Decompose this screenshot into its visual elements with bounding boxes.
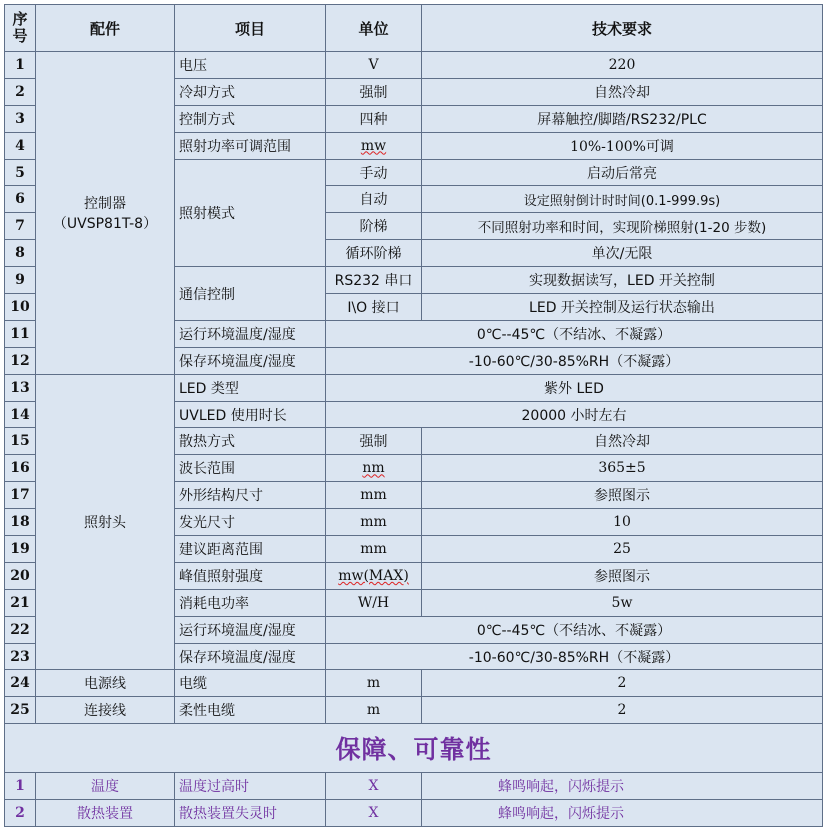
table-row [5, 697, 823, 724]
part-head: 照射头 [36, 374, 175, 670]
requirement-cell: 自然冷却 [422, 428, 823, 455]
row-number: 9 [5, 267, 36, 294]
item-cell: 建议距离范围 [175, 536, 326, 563]
row-number: 2 [5, 800, 36, 827]
unit-cell: 四种 [326, 105, 422, 132]
header-unit: 单位 [326, 5, 422, 52]
header-part: 配件 [36, 5, 175, 52]
requirement-cell: 2 [422, 697, 823, 724]
unit-cell: 循环阶梯 [326, 240, 422, 267]
header-requirement: 技术要求 [422, 5, 823, 52]
header-seq: 序号 [5, 5, 36, 52]
row-number: 23 [5, 643, 36, 670]
unit-text: mw [360, 137, 387, 154]
requirement-cell: 365±5 [422, 455, 823, 482]
unit-cell: 强制 [326, 428, 422, 455]
part-cell: 温度 [36, 773, 175, 800]
unit-cell [326, 132, 422, 159]
row-number: 12 [5, 347, 36, 374]
item-cell: 运行环境温度/湿度 [175, 616, 326, 643]
row-number: 5 [5, 159, 36, 186]
spec-table [4, 4, 823, 827]
unit-cell: m [326, 697, 422, 724]
item-cell: UVLED 使用时长 [175, 401, 326, 428]
item-cell: 峰值照射强度 [175, 562, 326, 589]
requirement-cell: 启动后常亮 [422, 159, 823, 186]
table-row [5, 52, 823, 79]
unit-cell: m [326, 670, 422, 697]
requirement-cell: 设定照射倒计时时间(0.1-999.9s) [422, 186, 823, 213]
item-cell: 电缆 [175, 670, 326, 697]
item-cell: 波长范围 [175, 455, 326, 482]
unit-cell: mm [326, 509, 422, 536]
row-number: 24 [5, 670, 36, 697]
part-controller [36, 52, 175, 375]
requirement-cell: 0℃--45℃（不结冰、不凝露） [326, 320, 823, 347]
row-number: 15 [5, 428, 36, 455]
part-connector: 连接线 [36, 697, 175, 724]
header-row [5, 5, 823, 52]
row-number: 19 [5, 536, 36, 563]
requirement-cell: 自然冷却 [422, 78, 823, 105]
requirement-cell: 紫外 LED [326, 374, 823, 401]
row-number: 22 [5, 616, 36, 643]
row-number: 6 [5, 186, 36, 213]
requirement-cell: 0℃--45℃（不结冰、不凝露） [326, 616, 823, 643]
item-cell: 通信控制 [175, 267, 326, 321]
unit-cell [326, 562, 422, 589]
unit-cell: W/H [326, 589, 422, 616]
row-number: 18 [5, 509, 36, 536]
part-power-cord: 电源线 [36, 670, 175, 697]
row-number: 14 [5, 401, 36, 428]
item-cell: 照射模式 [175, 159, 326, 267]
table-row [5, 374, 823, 401]
row-number: 17 [5, 482, 36, 509]
unit-cell: X [326, 800, 422, 827]
guarantee-row [5, 773, 823, 800]
row-number: 20 [5, 562, 36, 589]
item-cell: 控制方式 [175, 105, 326, 132]
requirement-cell: 10 [422, 509, 823, 536]
unit-cell: X [326, 773, 422, 800]
requirement-cell: 实现数据读写，LED 开关控制 [422, 267, 823, 294]
part-controller-name: 控制器 [84, 195, 126, 212]
item-cell: 消耗电功率 [175, 589, 326, 616]
requirement-cell: 不同照射功率和时间，实现阶梯照射(1-20 步数) [422, 213, 823, 240]
row-number: 25 [5, 697, 36, 724]
requirement-cell: 25 [422, 536, 823, 563]
item-cell: LED 类型 [175, 374, 326, 401]
row-number: 10 [5, 294, 36, 321]
part-controller-model: （UVSP81T-8） [52, 215, 158, 232]
item-cell: 柔性电缆 [175, 697, 326, 724]
unit-cell: 自动 [326, 186, 422, 213]
unit-cell: 阶梯 [326, 213, 422, 240]
section-title: 保障、可靠性 [5, 724, 823, 773]
requirement-cell: 屏幕触控/脚踏/RS232/PLC [422, 105, 823, 132]
requirement-cell: 220 [422, 52, 823, 79]
row-number: 2 [5, 78, 36, 105]
row-number: 8 [5, 240, 36, 267]
part-cell: 散热装置 [36, 800, 175, 827]
guarantee-row [5, 800, 823, 827]
row-number: 4 [5, 132, 36, 159]
requirement-cell: LED 开关控制及运行状态输出 [422, 294, 823, 321]
item-cell: 保存环境温度/湿度 [175, 643, 326, 670]
item-cell: 温度过高时 [175, 773, 326, 800]
row-number: 13 [5, 374, 36, 401]
unit-text: mw(MAX) [338, 567, 409, 584]
row-number: 16 [5, 455, 36, 482]
requirement-cell: 单次/无限 [422, 240, 823, 267]
row-number: 3 [5, 105, 36, 132]
unit-cell: 手动 [326, 159, 422, 186]
requirement-cell: 10%-100%可调 [422, 132, 823, 159]
requirement-cell: 参照图示 [422, 562, 823, 589]
row-number: 1 [5, 773, 36, 800]
item-cell: 外形结构尺寸 [175, 482, 326, 509]
requirement-cell: -10-60℃/30-85%RH（不凝露） [326, 643, 823, 670]
unit-cell: V [326, 52, 422, 79]
requirement-cell: -10-60℃/30-85%RH（不凝露） [326, 347, 823, 374]
table-row [5, 670, 823, 697]
unit-cell [326, 455, 422, 482]
row-number: 11 [5, 320, 36, 347]
requirement-cell: 蜂鸣响起，闪烁提示 [422, 800, 823, 827]
item-cell: 散热装置失灵时 [175, 800, 326, 827]
requirement-cell: 20000 小时左右 [326, 401, 823, 428]
requirement-cell: 参照图示 [422, 482, 823, 509]
item-cell: 冷却方式 [175, 78, 326, 105]
item-cell: 照射功率可调范围 [175, 132, 326, 159]
item-cell: 散热方式 [175, 428, 326, 455]
header-item: 项目 [175, 5, 326, 52]
item-cell: 电压 [175, 52, 326, 79]
item-cell: 运行环境温度/湿度 [175, 320, 326, 347]
banner-row [5, 724, 823, 773]
requirement-cell: 5w [422, 589, 823, 616]
unit-cell: RS232 串口 [326, 267, 422, 294]
unit-text: nm [362, 460, 385, 477]
unit-cell: mm [326, 482, 422, 509]
requirement-cell: 2 [422, 670, 823, 697]
unit-cell: I\O 接口 [326, 294, 422, 321]
row-number: 1 [5, 52, 36, 79]
item-cell: 发光尺寸 [175, 509, 326, 536]
unit-cell: 强制 [326, 78, 422, 105]
row-number: 7 [5, 213, 36, 240]
row-number: 21 [5, 589, 36, 616]
item-cell: 保存环境温度/湿度 [175, 347, 326, 374]
requirement-cell: 蜂鸣响起，闪烁提示 [422, 773, 823, 800]
unit-cell: mm [326, 536, 422, 563]
